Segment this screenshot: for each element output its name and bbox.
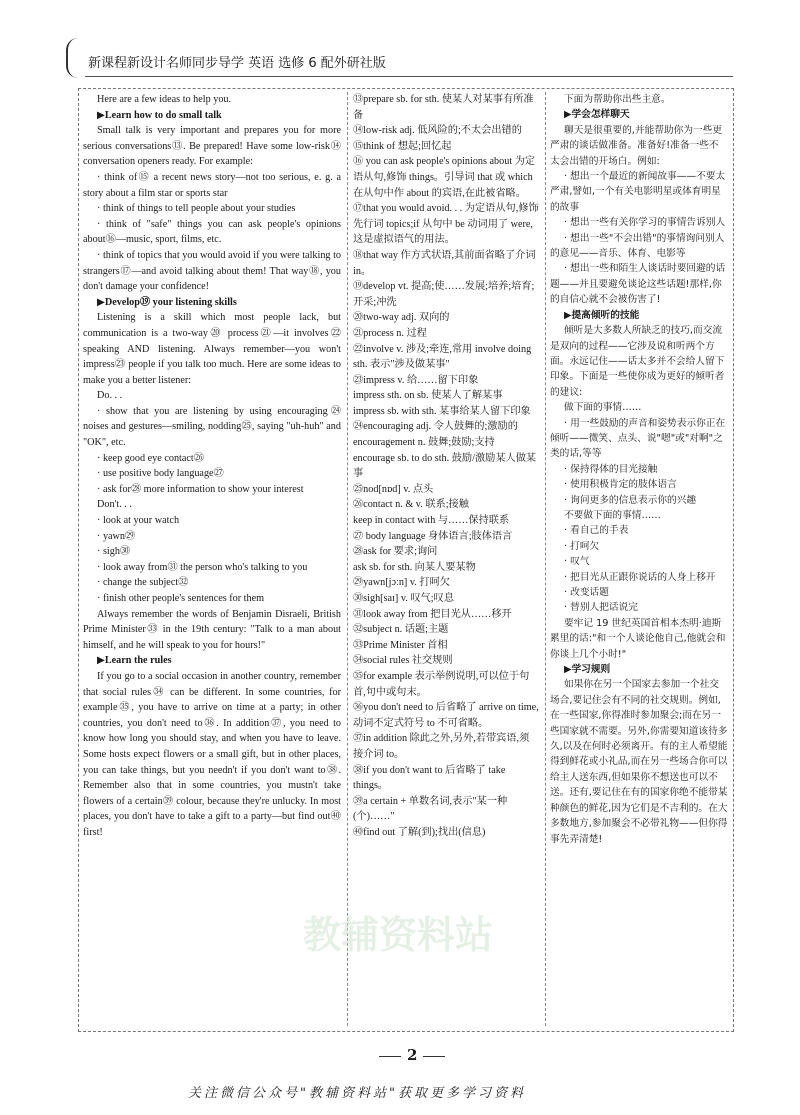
col2-paragraph: ㊳if you don't want to 后省略了 take things。 (353, 764, 506, 792)
col3-paragraph: 下面为帮助你出些主意。 (564, 94, 671, 105)
col2-paragraph: ⑱that way 作方式状语,其前面省略了介词 in。 (353, 249, 536, 277)
col2-paragraph: ㉞social rules 社交规则 (353, 655, 453, 667)
col1-paragraph: · think of⑮ a recent news story—not too serious, e. g. a story about a film star or sports star (83, 171, 341, 199)
col1-paragraph: · look away from㉛ the person who's talking to you (97, 561, 308, 573)
notes-column (353, 92, 539, 841)
col2-paragraph: ㉖contact n. & v. 联系;接触 (353, 499, 469, 511)
col2-paragraph: encouragement n. 鼓舞;鼓励;支持 (353, 437, 495, 449)
col2-paragraph: ㉝Prime Minister 首相 (353, 639, 448, 651)
col1-paragraph: · keep good eye contact㉖ (97, 452, 204, 464)
col2-paragraph: ⑯ you can ask people's opinions about 为定语从句,修饰 things。引导词 that 或 which 在从句中作 about 的宾语,在此被省略。 (353, 156, 536, 199)
col2-paragraph: ㉛look away from 把目光从……移开 (353, 608, 512, 620)
col3-paragraph: ▶学会怎样聊天 (564, 109, 630, 121)
col3-paragraph: · 使用积极肯定的肢体语言 (564, 479, 677, 491)
col3-paragraph: ▶提高倾听的技能 (564, 309, 640, 321)
col3-paragraph: · 保持得体的目光接触 (564, 463, 658, 475)
col3-paragraph: 不要做下面的事情…… (564, 509, 661, 521)
col3-paragraph: · 想出一个最近的新闻故事——不要太严肃,譬如,一个有关电影明星或体育明星的故事 (550, 171, 726, 213)
col3-paragraph: · 看自己的手表 (564, 525, 629, 537)
col2-paragraph: ㉘ask for 要求;询问 (353, 546, 438, 558)
page-number: 2 (373, 1046, 451, 1064)
col3-paragraph: · 想出一些有关你学习的事情告诉别人 (564, 217, 726, 229)
col2-paragraph: ㊵find out 了解(到);找出(信息) (353, 826, 486, 838)
col3-paragraph: 要牢记 19 世纪英国首相本杰明·迪斯累里的话:"和一个人谈论他自己,他就会和你谈上几个小时!" (550, 617, 726, 660)
chinese-translation-column (550, 92, 728, 847)
col2-paragraph: keep in contact with 与……保持联系 (353, 515, 510, 527)
col3-paragraph: · 用一些鼓励的声音和姿势表示你正在倾听——微笑、点头、说"嗯"或"对啊"之类的话,等等 (550, 417, 726, 460)
col1-paragraph: · yawn㉙ (97, 530, 136, 542)
col2-paragraph: encourage sb. to do sth. 鼓励/激励某人做某事 (353, 452, 537, 480)
col3-paragraph: · 想出一些和陌生人谈话时要回避的话题——并且要避免谈论这些话题!那样,你的自信心就不会被伤害了! (550, 263, 726, 306)
col1-paragraph: · change the subject㉜ (97, 577, 189, 589)
col1-paragraph: · think of "safe" things you can ask people's opinions about⑯—music, sport, films, etc. (83, 218, 341, 246)
col3-paragraph: · 叹气 (564, 556, 590, 568)
col1-paragraph: ▶Learn the rules (97, 655, 172, 667)
page-header-title: 新课程新设计名师同步导学 英语 选修 6 配外研社版 (88, 56, 386, 71)
col3-paragraph: 做下面的事情…… (564, 402, 642, 414)
col2-paragraph: ㉟for example 表示举例说明,可以位于句首,句中或句末。 (353, 670, 530, 698)
col3-paragraph: · 改变话题 (564, 587, 609, 598)
col1-paragraph: ▶Learn how to do small talk (97, 109, 222, 121)
col2-paragraph: ㉓impress v. 给……留下印象 (353, 374, 479, 386)
col3-paragraph: 聊天是很重要的,并能帮助你为一些更严肃的谈话做准备。准备好!准备一些不太会出错的开场白。例如: (550, 124, 723, 167)
col1-paragraph: If you go to a social occasion in another country, remember that social rules㉞ can be different. In some countries, for example㉟, you have to arrive on time at a party; in other countries, you don't need to㊱. In addition㊲, you need to know how long you should stay, and when you have to leave. Some hosts expect flowers or a small gift, but in other places, you can take things, but you needn't if you don't want to㊳. Remember also that in some countries, you mustn't take flowers of a certain㊴ colour, because they're unlucky. In most places, you don't have to take a gift to a party—but find out㊵ first! (83, 670, 341, 838)
col1-paragraph: · think of topics that you would avoid if you were talking to strangers⑰—and avoid talking about them! That way⑱, you don't damage your confidence! (83, 249, 341, 293)
col2-paragraph: ㉒involve v. 涉及;牵连,常用 involve doing sth. 表示"涉及做某事" (353, 343, 532, 371)
col1-paragraph: Small talk is very important and prepares you for more serious conversations⑬. Be prepared! Have some low-risk⑭ conversation openers ready. For example: (83, 125, 341, 168)
watermark: 教辅资料站 (302, 913, 493, 957)
col2-paragraph: ㉜subject n. 话题;主题 (353, 624, 449, 636)
col3-paragraph: 倾听是大多数人所缺乏的技巧,而交流是双向的过程——它涉及说和听两个方面。永远记住——话太多并不会给人留下印象。下面是一些使你成为更好的倾听者的建议: (550, 325, 725, 398)
col1-paragraph: · think of things to tell people about your studies (97, 203, 296, 215)
header-rule (85, 76, 733, 77)
col2-paragraph: ⑳two-way adj. 双向的 (353, 312, 450, 324)
col1-paragraph: · show that you are listening by using encouraging㉔ noises and gestures—smiling, nodding㉕, saying "uh-huh" and "OK", etc. (83, 405, 341, 449)
col1-paragraph: Don't. . . (97, 499, 132, 511)
col1-paragraph: Listening is a skill which most people lack, but communication is a two-way⑳ process㉑—it involves㉒ speaking AND listening. Always remember—you won't impress㉓ people if you talk too much. Here are some ideas to make you a better listener: (83, 312, 341, 386)
col3-paragraph: · 询问更多的信息表示你的兴趣 (564, 494, 697, 506)
header-brace (66, 38, 82, 78)
col2-paragraph: ㉔encouraging adj. 令人鼓舞的;激励的 (353, 421, 518, 433)
col2-paragraph: ㉙yawn[jɔːn] v. 打呵欠 (353, 577, 450, 589)
col2-paragraph: ㉑process n. 过程 (353, 327, 427, 339)
footer-note: 关注微信公众号"教辅资料站"获取更多学习资料 (188, 1086, 526, 1101)
col2-paragraph: ㉚sigh[saɪ] v. 叹气;叹息 (353, 593, 454, 604)
col1-paragraph: Here are a few ideas to help you. (97, 94, 232, 105)
col2-paragraph: ⑰that you would avoid. . . 为定语从句,修饰先行词 topics;if 从句中 be 动词用了 were,这是虚拟语气的用法。 (353, 203, 539, 246)
col1-paragraph: · ask for㉘ more information to show your interest (97, 483, 304, 495)
col1-paragraph: · finish other people's sentences for them (97, 593, 265, 604)
col2-paragraph: ㊱you don't need to 后省略了 arrive on time,动词不定式符号 to 不可省略。 (353, 702, 539, 729)
col2-paragraph: ⑲develop vt. 提高;使……发展;培养;培育;开采;冲洗 (353, 281, 535, 308)
col2-paragraph: ⑬prepare sb. for sth. 使某人对某事有所准备 (353, 94, 534, 121)
col3-paragraph: · 打呵欠 (564, 540, 600, 552)
col2-paragraph: ㊴a certain + 单数名词,表示"某一种(个)……" (353, 795, 508, 823)
col3-paragraph: ▶学习规则 (564, 664, 611, 676)
col2-paragraph: ㊲in addition 除此之外,另外,若带宾语,须接介词 to。 (353, 733, 530, 760)
col2-paragraph: impress sb. with sth. 某事给某人留下印象 (353, 405, 531, 417)
col2-paragraph: ⑭low-risk adj. 低风险的;不太会出错的⑮think of 想起;回忆起 (353, 125, 522, 152)
column-divider-2 (545, 92, 546, 1026)
col1-paragraph: · look at your watch (97, 515, 180, 527)
col2-paragraph: ㉗ body language 身体语言;肢体语言 (353, 530, 513, 542)
english-text-column (83, 92, 341, 841)
col1-paragraph: · use positive body language㉗ (97, 468, 224, 480)
col2-paragraph: ㉕nod[nɒd] v. 点头 (353, 483, 434, 495)
col2-paragraph: ask sb. for sth. 向某人要某物 (353, 561, 476, 573)
col1-paragraph: · sigh㉚ (97, 546, 131, 558)
col1-paragraph: Do. . . (97, 390, 123, 402)
col3-paragraph: · 替别人把话说完 (564, 602, 638, 614)
col1-paragraph: Always remember the words of Benjamin Disraeli, British Prime Minister㉝ in the 19th century: "Talk to a man about himself, and he will speak to you for hours!" (83, 608, 341, 651)
col3-paragraph: 如果你在另一个国家去参加一个社交场合,要记住会有不同的社交规则。例如,在一些国家,你得准时参加聚会;而在另一些国家就不需要。另外,你需要知道该待多久,以及在何时必须离开。有的主人希望能得到鲜花或小礼品,而在另一些场合你可以给主人送东西,但如果你不想送也可以不送。还有,要记住在有的国家你绝不能带某种颜色的鲜花,因为它们是不吉利的。在大多数地方,参加聚会不必带礼物——但你得事先弄清楚! (550, 679, 728, 845)
col2-paragraph: impress sth. on sb. 使某人了解某事 (353, 390, 503, 402)
col3-paragraph: · 把目光从正跟你说话的人身上移开 (564, 571, 716, 583)
col3-paragraph: · 想出一些"不会出错"的事情询问别人的意见——音乐、体育、电影等 (550, 232, 725, 260)
col1-paragraph: ▶Develop⑲ your listening skills (97, 296, 237, 308)
